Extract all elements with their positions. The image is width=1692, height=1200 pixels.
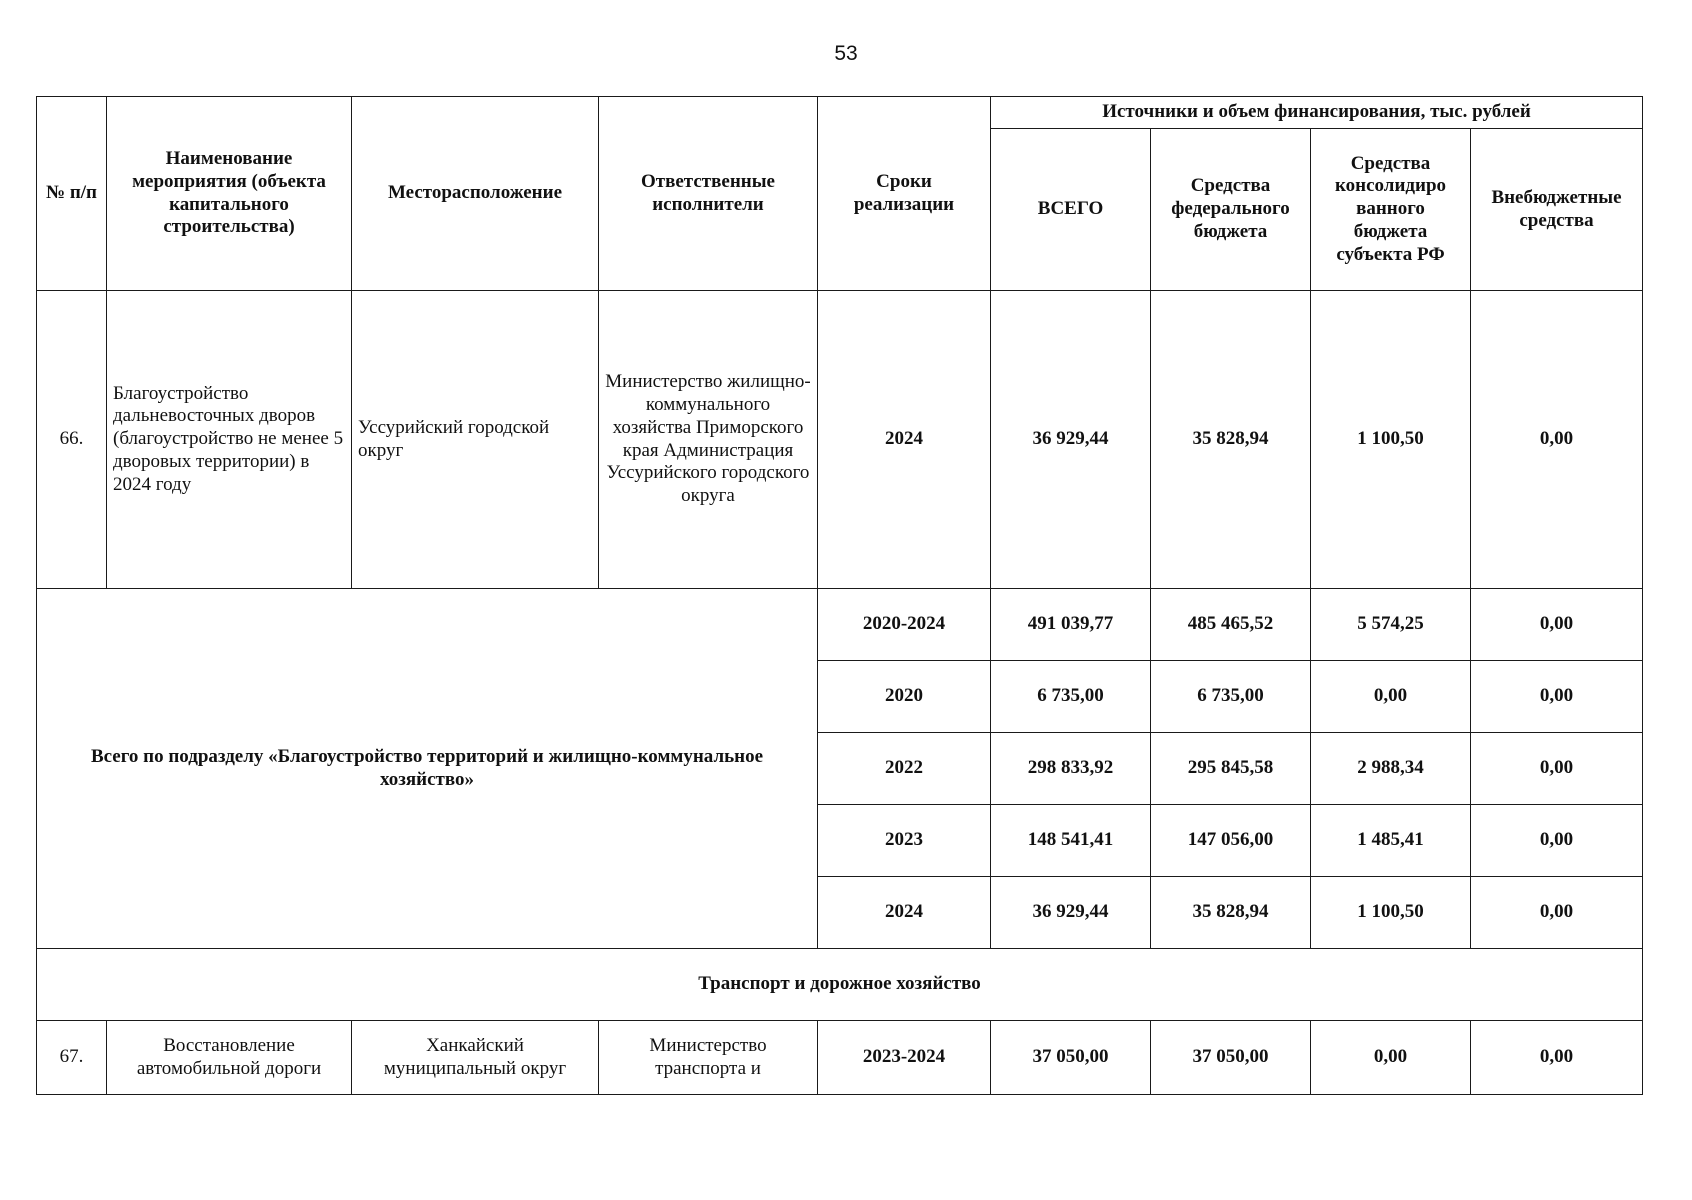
subtotal-consolidated: 0,00 <box>1311 661 1471 733</box>
subtotal-row <box>37 589 1643 661</box>
subtotal-total: 298 833,92 <box>991 733 1151 805</box>
row-66-offbudget: 0,00 <box>1471 291 1643 589</box>
row-67-num: 67. <box>37 1021 107 1095</box>
header-offbudget: Внебюджетные средства <box>1471 129 1643 291</box>
subtotal-term: 2020 <box>818 661 991 733</box>
row-66-responsible: Министерство жилищно-коммунального хозяйства Приморского края Администрация Уссурийского городского округа <box>599 291 818 589</box>
section-title: Транспорт и дорожное хозяйство <box>37 949 1643 1021</box>
subtotal-label: Всего по подразделу «Благоустройство территорий и жилищно-коммунальное хозяйство» <box>37 589 818 949</box>
page-number: 53 <box>834 42 858 65</box>
row-66-federal: 35 828,94 <box>1151 291 1311 589</box>
subtotal-offbudget: 0,00 <box>1471 733 1643 805</box>
section-row <box>37 949 1643 1021</box>
subtotal-total: 148 541,41 <box>991 805 1151 877</box>
subtotal-consolidated: 5 574,25 <box>1311 589 1471 661</box>
row-66-consolidated: 1 100,50 <box>1311 291 1471 589</box>
header-responsible: Ответственные исполнители <box>599 97 818 291</box>
subtotal-offbudget: 0,00 <box>1471 661 1643 733</box>
subtotal-offbudget: 0,00 <box>1471 877 1643 949</box>
subtotal-offbudget: 0,00 <box>1471 589 1643 661</box>
header-consolidated: Средства консолидиро ванного бюджета субъекта РФ <box>1311 129 1471 291</box>
row-66-total: 36 929,44 <box>991 291 1151 589</box>
row-67-name: Восстановление автомобильной дороги <box>107 1021 352 1095</box>
header-term: Сроки реализации <box>818 97 991 291</box>
subtotal-consolidated: 2 988,34 <box>1311 733 1471 805</box>
header-num: № п/п <box>37 97 107 291</box>
row-66-name: Благоустройство дальневосточных дворов (благоустройство не менее 5 дворовых территории) в 2024 году <box>107 291 352 589</box>
subtotal-total: 6 735,00 <box>991 661 1151 733</box>
row-67-term: 2023-2024 <box>818 1021 991 1095</box>
subtotal-total: 36 929,44 <box>991 877 1151 949</box>
subtotal-total: 491 039,77 <box>991 589 1151 661</box>
table-row-66 <box>37 291 1643 589</box>
subtotal-term: 2022 <box>818 733 991 805</box>
header-row-1 <box>37 97 1643 129</box>
row-67-responsible: Министерство транспорта и <box>599 1021 818 1095</box>
subtotal-term: 2023 <box>818 805 991 877</box>
header-location: Месторасположение <box>352 97 599 291</box>
subtotal-federal: 485 465,52 <box>1151 589 1311 661</box>
header-name: Наименование мероприятия (объекта капитального строительства) <box>107 97 352 291</box>
subtotal-consolidated: 1 100,50 <box>1311 877 1471 949</box>
subtotal-consolidated: 1 485,41 <box>1311 805 1471 877</box>
table-row-67 <box>37 1021 1643 1095</box>
row-67-offbudget: 0,00 <box>1471 1021 1643 1095</box>
subtotal-term: 2020-2024 <box>818 589 991 661</box>
subtotal-federal: 35 828,94 <box>1151 877 1311 949</box>
header-total: ВСЕГО <box>991 129 1151 291</box>
row-66-term: 2024 <box>818 291 991 589</box>
row-67-total: 37 050,00 <box>991 1021 1151 1095</box>
row-66-location: Уссурийский городской округ <box>352 291 599 589</box>
row-67-federal: 37 050,00 <box>1151 1021 1311 1095</box>
header-federal: Средства федерального бюджета <box>1151 129 1311 291</box>
subtotal-federal: 295 845,58 <box>1151 733 1311 805</box>
row-67-location: Ханкайский муниципальный округ <box>352 1021 599 1095</box>
row-66-num: 66. <box>37 291 107 589</box>
subtotal-offbudget: 0,00 <box>1471 805 1643 877</box>
row-67-consolidated: 0,00 <box>1311 1021 1471 1095</box>
subtotal-term: 2024 <box>818 877 991 949</box>
financing-table <box>36 96 1643 1095</box>
subtotal-federal: 147 056,00 <box>1151 805 1311 877</box>
subtotal-federal: 6 735,00 <box>1151 661 1311 733</box>
header-sources: Источники и объем финансирования, тыс. рублей <box>991 97 1643 129</box>
